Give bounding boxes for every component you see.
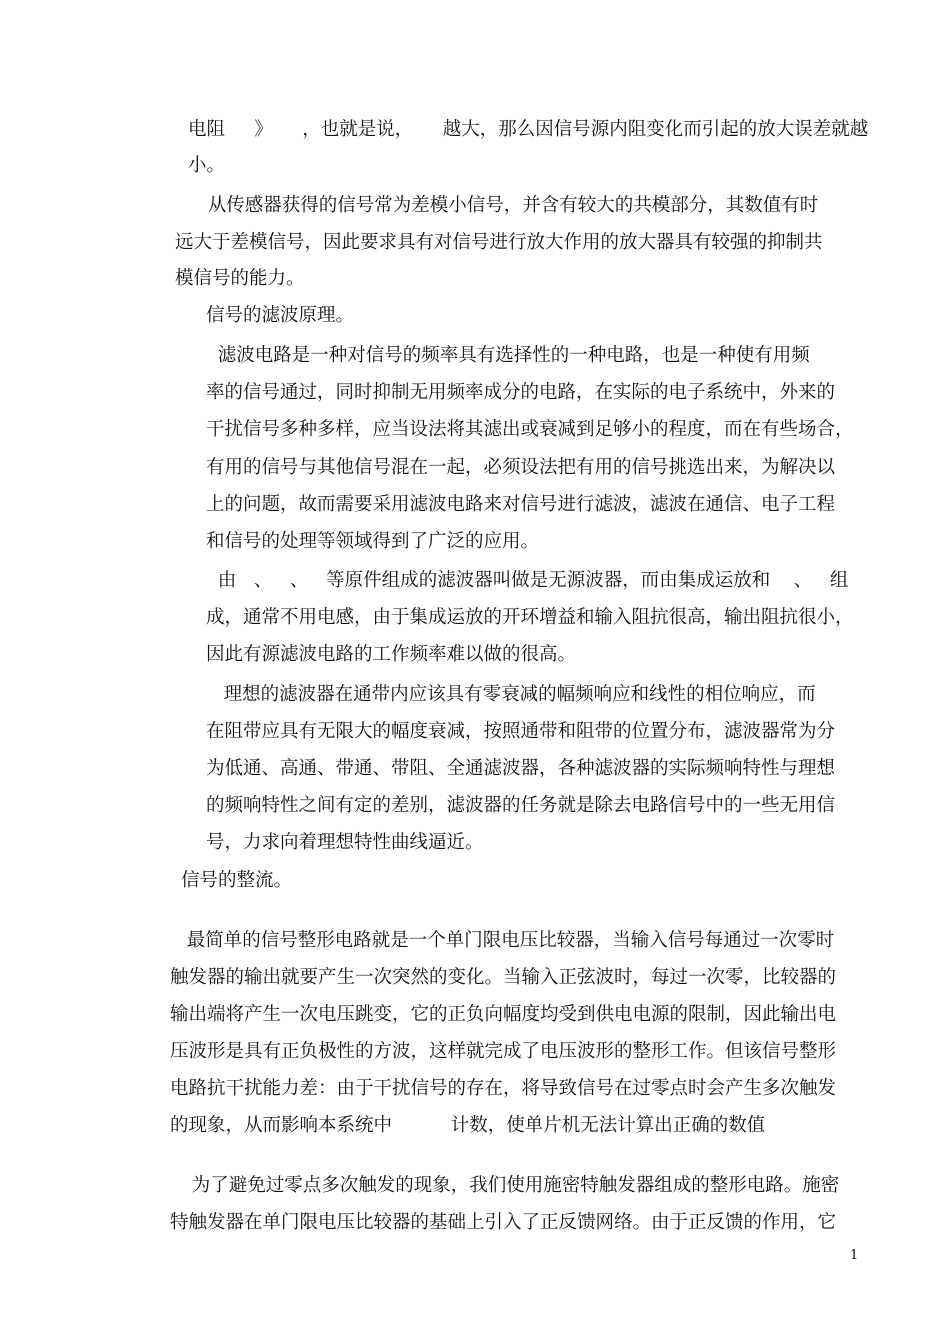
common-mode-line-1: 从传感器获得的信号常为差模小信号，并含有较大的共模部分，其数值有时: [196, 195, 819, 216]
filter-para1-line-1: 滤波电路是一种对信号的频率具有选择性的一种电路，也是一种使有用频: [206, 345, 810, 366]
filter-para2-line-1: 由 、 、 等原件组成的滤波器叫做是无源波器，而由集成运放和 、 组: [206, 570, 849, 591]
common-mode-line-3: 模信号的能力。: [175, 268, 305, 289]
filter-para2-line-2: 成，通常不用电感，由于集成运放的开环增益和输入阻抗很高，输出阻抗很小，: [206, 607, 854, 628]
filter-para3-line-4: 的频响特性之间有定的差别，滤波器的任务就是除去电路信号中的一些无用信: [206, 795, 836, 816]
page-number: 1: [850, 1248, 859, 1263]
rectify-para1-line-3: 输出端将产生一次电压跳变，它的正负向幅度均受到供电电源的限制，因此输出电: [170, 1004, 837, 1025]
intro-line-1: 电阻 》 ，也就是说， 越大，那么因信号源内阻变化而引起的放大误差就越: [188, 119, 869, 140]
common-mode-line-2: 远大于差模信号，因此要求具有对信号进行放大作用的放大器具有较强的抑制共: [175, 232, 823, 253]
rectify-para1-line-2: 触发器的输出就要产生一次突然的变化。当输入正弦波时，每过一次零，比较器的: [170, 967, 837, 988]
filter-para1-line-3: 干扰信号多种多样，应当设法将其滤出或衰减到足够小的程度，而在有些场合，: [206, 419, 854, 440]
filter-para1-line-4: 有用的信号与其他信号混在一起，必须设法把有用的信号挑选出来，为解决以: [206, 457, 836, 478]
rectify-para2-line-2: 特触发器在单门限电压比较器的基础上引入了正反馈网络。由于正反馈的作用，它: [170, 1212, 837, 1233]
rectify-para1-line-1: 最简单的信号整形电路就是一个单门限电压比较器，当输入信号每通过一次零时: [175, 930, 835, 951]
rectify-para2-line-1: 为了避免过零点多次触发的现象，我们使用施密特触发器组成的整形电路。施密: [180, 1175, 840, 1196]
heading-rectify: 信号的整流。: [181, 870, 293, 891]
filter-para3-line-5: 号，力求向着理想特性曲线逼近。: [206, 832, 484, 853]
rectify-para1-line-6: 的现象，从而影响本系统中 计数，使单片机无法计算出正确的数值: [170, 1115, 766, 1136]
rectify-para1-line-5: 电路抗干扰能力差：由于干扰信号的存在，将导致信号在过零点时会产生多次触发: [170, 1078, 837, 1099]
filter-para3-line-1: 理想的滤波器在通带内应该具有零衰减的幅频响应和线性的相位响应，而: [206, 684, 816, 705]
filter-para1-line-5: 上的问题，故而需要采用滤波电路来对信号进行滤波，滤波在通信、电子工程: [206, 494, 836, 515]
filter-para3-line-3: 为低通、高通、带通、带阻、全通滤波器，各种滤波器的实际频响特性与理想: [206, 758, 836, 779]
filter-para1-line-6: 和信号的处理等领域得到了广泛的应用。: [206, 531, 540, 552]
heading-filter-principle: 信号的滤波原理。: [206, 305, 355, 326]
filter-para1-line-2: 率的信号通过，同时抑制无用频率成分的电路，在实际的电子系统中，外来的: [206, 382, 836, 403]
filter-para2-line-3: 因此有源滤波电路的工作频率难以做的很高。: [206, 644, 577, 665]
filter-para3-line-2: 在阻带应具有无限大的幅度衰减，按照通带和阻带的位置分布，滤波器常为分: [206, 721, 836, 742]
intro-line-2: 小。: [188, 155, 226, 176]
rectify-para1-line-4: 压波形是具有正负极性的方波，这样就完成了电压波形的整形工作。但该信号整形: [170, 1041, 837, 1062]
